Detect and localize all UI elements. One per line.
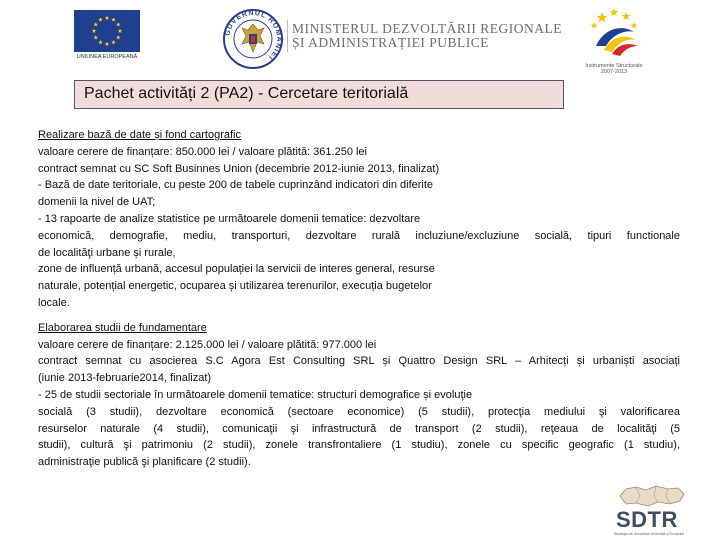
eu-star-icon [92, 29, 97, 33]
instr-caption-line-1: Instrumente Structurale [585, 63, 643, 69]
text-line: - Bază de date teritoriale, cu peste 200 de tabele cuprinzând indicatori din diferite [38, 179, 434, 192]
section-heading: Elaborarea studii de fundamentare [38, 321, 207, 334]
text-line: economică, demografie, mediu, transporturi, dezvoltare rurală incluziune/excluziune socială, tipuri functionale [38, 229, 680, 242]
title-box [74, 80, 564, 109]
sdtr-text: SDTR [616, 507, 678, 532]
main-content [38, 127, 680, 471]
romania-map-icon [612, 484, 690, 508]
seal-text: GUVERNUL ROMÂNIEI [224, 9, 283, 62]
eu-logo [74, 10, 140, 62]
text-line: contract semnat cu SC Soft Businnes Union (decembrie 2012-iunie 2013, finalizat) [38, 162, 440, 175]
text-line: socială (3 studii), dezvoltare economică (sectoare economice) (5 studii), protecţia mediului şi valorificarea [38, 405, 680, 418]
eu-star-icon [118, 29, 123, 33]
text-line: (iunie 2013-februarie2014, finalizat) [38, 372, 212, 385]
text-line: - 25 de studii sectoriale în următoarele domenii tematice: structuri demografice și evoluţie [38, 388, 473, 401]
government-seal-icon [222, 8, 284, 70]
instr-caption-line-2: 2007-2013 [600, 69, 628, 75]
eu-star-icon [105, 42, 110, 46]
text-line: valoare cerere de finanțare: 850.000 lei / valoare plătită: 361.250 lei [38, 145, 367, 158]
eu-star-icon [98, 17, 103, 21]
structural-instruments-icon [584, 6, 644, 58]
text-line: resurselor naturale (4 studii), comunicaţii şi infrastructură de transport (2 studii), reţeaua de localităţi (5 [38, 422, 680, 435]
eu-star-icon [116, 35, 121, 39]
text-line: naturale, potențial energetic, ocuparea și utilizarea terenurilor, execuția bugetelor [38, 280, 432, 293]
page-title: Pachet activități 2 (PA2) - Cercetare teritorială [84, 85, 409, 102]
eu-star-icon [105, 16, 110, 20]
section-heading: Realizare bază de date și fond cartografic [38, 129, 242, 141]
header-divider [287, 20, 288, 52]
text-line: studii), cultură şi patrimoniu (2 studii), zonele transfrontaliere (1 studiu), zonele cu specific geografic (1 studiu), [38, 439, 680, 452]
structural-instruments-logo [584, 6, 644, 74]
text-line: domenii la nivel de UAT; [38, 196, 156, 209]
eu-flag-icon [74, 10, 140, 52]
eu-star-icon [111, 40, 116, 44]
text-line: - 13 rapoarte de analize statistice pe următoarele domenii tematice: dezvoltare [38, 212, 421, 225]
section-studies [38, 320, 680, 471]
eu-star-icon [98, 40, 103, 44]
text-line: contract semnat cu asocierea S.C Agora Est Consulting SRL și Quattro Design SRL – Arhitecți și urbaniști asociați [38, 355, 680, 368]
ministry-line-2: ȘI ADMINISTRAȚIEI PUBLICE [292, 35, 489, 50]
text-line: locale. [38, 296, 70, 309]
text-line: zone de influență urbană, accesul populației la servicii de interes general, resurse [38, 263, 435, 276]
eu-caption: UNIUNEA EUROPEANĂ [76, 54, 138, 60]
eu-star-icon [116, 22, 121, 26]
eu-star-icon [93, 35, 98, 39]
section-database [38, 127, 680, 312]
ministry-name [292, 21, 562, 50]
text-line: administraţie publică şi planificare (2 studii). [38, 456, 251, 469]
text-line: de localităţi urbane și rurale, [38, 246, 176, 259]
eu-star-icon [111, 17, 116, 21]
text-line: valoare cerere de finanțare: 2.125.000 lei / valoare plătită: 977.000 lei [38, 338, 377, 351]
ministry-line-1: MINISTERUL DEZVOLTĂRII REGIONALE [292, 21, 562, 36]
sdtr-logo [612, 484, 690, 538]
eu-star-icon [93, 22, 98, 26]
sdtr-subtitle: Strategia de dezvoltare teritorială a României [614, 532, 685, 536]
